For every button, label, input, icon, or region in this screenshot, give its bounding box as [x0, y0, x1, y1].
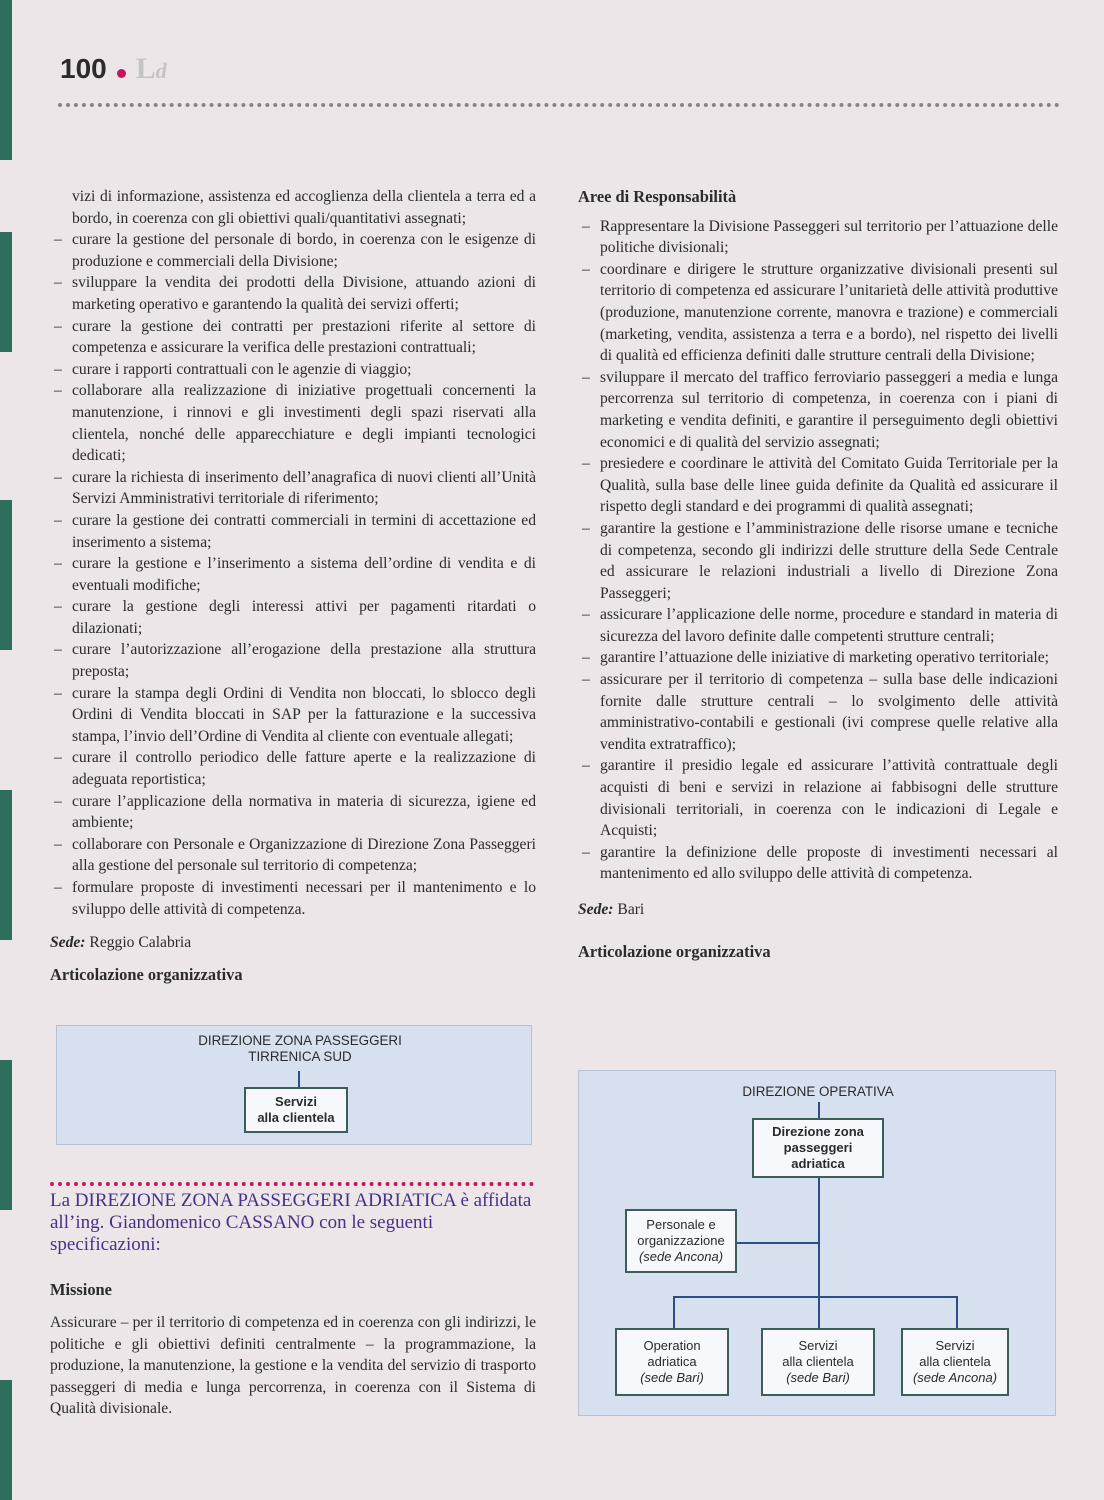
org-chart-adriatica — [578, 1070, 1056, 1416]
org-top-label: DIREZIONE OPERATIVA — [742, 1084, 894, 1099]
org-connector — [673, 1296, 675, 1328]
list-item: – garantire la gestione e l’amministrazione delle risorse umane e tecniche di competenza, secondo gli indirizzi delle strutture della Sede Centrale ed assicurare le relazioni industriali a livello di Direzione Zona Passeggeri; — [578, 518, 1058, 604]
org-node-servizi-bari: Servizi alla clientela (sede Bari) — [761, 1328, 875, 1396]
magazine-logo: Ld — [135, 52, 167, 85]
list-item: – collaborare con Personale e Organizzazione di Direzione Zona Passeggeri alla gestione del personale sul territorio di competenza; — [50, 834, 536, 877]
section-divider — [50, 1182, 534, 1186]
list-item: – garantire l’attuazione delle iniziative di marketing operativo territoriale; — [578, 647, 1058, 669]
org-node-personale: Personale e organizzazione (sede Ancona) — [625, 1209, 737, 1273]
list-item: – curare la gestione e l’inserimento a sistema dell’ordine di vendita e di eventuali modifiche; — [50, 553, 536, 596]
right-column — [578, 186, 1058, 962]
list-item: – curare i rapporti contrattuali con le agenzie di viaggio; — [50, 359, 536, 381]
header-divider — [58, 103, 1060, 107]
list-item: – assicurare l’applicazione delle norme, procedure e standard in materia di sicurezza del lavoro definite dalle competenti strutture centrali; — [578, 604, 1058, 647]
list-item: – coordinare e dirigere le strutture organizzative divisionali presenti sul territorio di competenza ed assicurare l’unitarietà delle attività produttive (produzione, manutenzione corrente, manovra e trazione) e commerciali (marketing, vendita, assistenza a terra e a bordo), nel rispetto dei livelli di qualità ed efficienza definiti dalle strutture centrali della Divisione; — [578, 259, 1058, 367]
org-connector — [673, 1296, 957, 1298]
sede-label: Sede: — [50, 934, 86, 952]
sede-value: Reggio Calabria — [89, 934, 192, 952]
list-item: – curare la richiesta di inserimento dell’anagrafica di nuovi clienti all’Unità Servizi Amministrativi territoriale di riferimento; — [50, 467, 536, 510]
org-connector — [818, 1296, 820, 1328]
articolazione-title: Articolazione organizzativa — [578, 941, 771, 961]
list-item: – sviluppare il mercato del traffico ferroviario passeggeri a media e lunga percorrenza sul territorio di competenza, in coerenza con i piani di marketing e vendita definiti, e garantire il perseguimento degli obiettivi economici e di qualità del servizio assegnati; — [578, 367, 1058, 453]
list-item: – assicurare per il territorio di competenza – sulla base delle indicazioni fornite dalle strutture centrali – lo svolgimento delle attività amministrativo-contabili e gestionali (ivi comprese quelle relative alla vendita extratraffico); — [578, 669, 1058, 755]
left-column — [50, 186, 536, 985]
list-item: – garantire la definizione delle proposte di investimenti necessari al mantenimento ed allo sviluppo delle attività di competenza. — [578, 842, 1058, 885]
articolazione-title: Articolazione organizzativa — [50, 964, 243, 984]
list-item: – curare l’autorizzazione all’erogazione della prestazione alla struttura preposta; — [50, 639, 536, 682]
list-item: – Rappresentare la Divisione Passeggeri sul territorio per l’attuazione delle politiche divisionali; — [578, 216, 1058, 259]
continuation-text: vizi di informazione, assistenza ed accoglienza della clientela a terra ed a bordo, in coerenza con gli obiettivi quali/quantitativi assegnati; — [72, 188, 536, 227]
intro-heading: La DIREZIONE ZONA PASSEGGERI ADRIATICA è affidata all’ing. Giandomenico CASSANO con le seguenti specificazioni: — [50, 1190, 532, 1255]
list-item: – curare la gestione del personale di bordo, in coerenza con le esigenze di produzione e commerciali della Divisione; — [50, 229, 536, 272]
left-duties-list — [50, 229, 536, 920]
org-head: DIREZIONE ZONA PASSEGGERI TIRRENICA SUD — [198, 1033, 402, 1064]
missione-title: Missione — [50, 1280, 112, 1299]
spine-mark — [0, 232, 12, 352]
list-item: – curare la stampa degli Ordini di Vendita non bloccati, lo sblocco degli Ordini di Vendita bloccati in SAP per la fatturazione e la successiva stampa, l’invio dell’Ordine di Vendita al cliente con eventuale allegati; — [50, 683, 536, 748]
org-node-servizi: Servizi alla clientela — [244, 1087, 348, 1133]
sede-value: Bari — [617, 901, 645, 918]
list-item: – curare la gestione dei contratti per prestazioni riferite al settore di competenza e assicurare la verifica delle prestazioni contrattuali; — [50, 316, 536, 359]
org-node-servizi-ancona: Servizi alla clientela (sede Ancona) — [901, 1328, 1009, 1396]
list-item: – presiedere e coordinare le attività del Comitato Guida Territoriale per la Qualità, sulla base delle linee guida definite da Qualità ed assicurare il rispetto degli standard e dei programmi di qualità assegnati; — [578, 453, 1058, 518]
aree-title: Aree di Responsabilità — [578, 187, 737, 206]
list-item: – sviluppare la vendita dei prodotti della Divisione, attuando azioni di marketing operativo e garantendo la qualità dei servizi offerti; — [50, 272, 536, 315]
sede-label: Sede: — [578, 901, 614, 918]
missione-text: Assicurare – per il territorio di competenza ed in coerenza con gli indirizzi, le politiche e gli obiettivi definiti centralmente – la programmazione, la produzione, la manutenzione, la gestione e la vendita del servizio di trasporto passeggeri di media e lunga percorrenza, in coerenza con il Sistema di Qualità divisionale. — [50, 1314, 536, 1418]
list-item: – curare la gestione degli interessi attivi per pagamenti ritardati o dilazionati; — [50, 596, 536, 639]
org-connector — [298, 1071, 300, 1087]
org-connector — [818, 1178, 820, 1298]
spine-mark — [0, 1060, 12, 1210]
spine-mark — [0, 790, 12, 940]
org-connector — [818, 1102, 820, 1118]
spine-mark — [0, 1380, 12, 1500]
sede-line — [50, 932, 536, 954]
list-item: – curare il controllo periodico delle fatture aperte e la realizzazione di adeguata reportistica; — [50, 747, 536, 790]
list-item: – garantire il presidio legale ed assicurare l’attività contrattuale degli acquisti di beni e servizi in relazione ai fabbisogni delle strutture divisionali territoriali, in coerenza con le indicazioni di Legale e Acquisti; — [578, 755, 1058, 841]
sede-line — [578, 899, 1058, 921]
header-dot-icon — [117, 69, 126, 78]
list-item: – curare la gestione dei contratti commerciali in termini di accettazione ed inserimento a sistema; — [50, 510, 536, 553]
org-connector — [956, 1296, 958, 1328]
spine-mark — [0, 500, 12, 650]
org-node-direzione: Direzione zona passeggeri adriatica — [752, 1118, 884, 1178]
list-item: – formulare proposte di investimenti necessari per il mantenimento e lo sviluppo delle attività di competenza. — [50, 877, 536, 920]
page-number: 100 — [60, 53, 107, 84]
org-node-operation: Operation adriatica (sede Bari) — [615, 1328, 729, 1396]
org-chart-tirrenica — [56, 1025, 532, 1145]
right-duties-list — [578, 216, 1058, 885]
list-item: – curare l’applicazione della normativa in materia di sicurezza, igiene ed ambiente; — [50, 791, 536, 834]
list-item: – collaborare alla realizzazione di iniziative progettuali concernenti la manutenzione, i rinnovi e gli investimenti degli spazi riservati alla clientela, nonché delle apparecchiature e degli impianti tecnologici dedicati; — [50, 380, 536, 466]
spine-mark — [0, 0, 12, 160]
org-connector — [737, 1242, 819, 1244]
page-header — [60, 52, 167, 92]
